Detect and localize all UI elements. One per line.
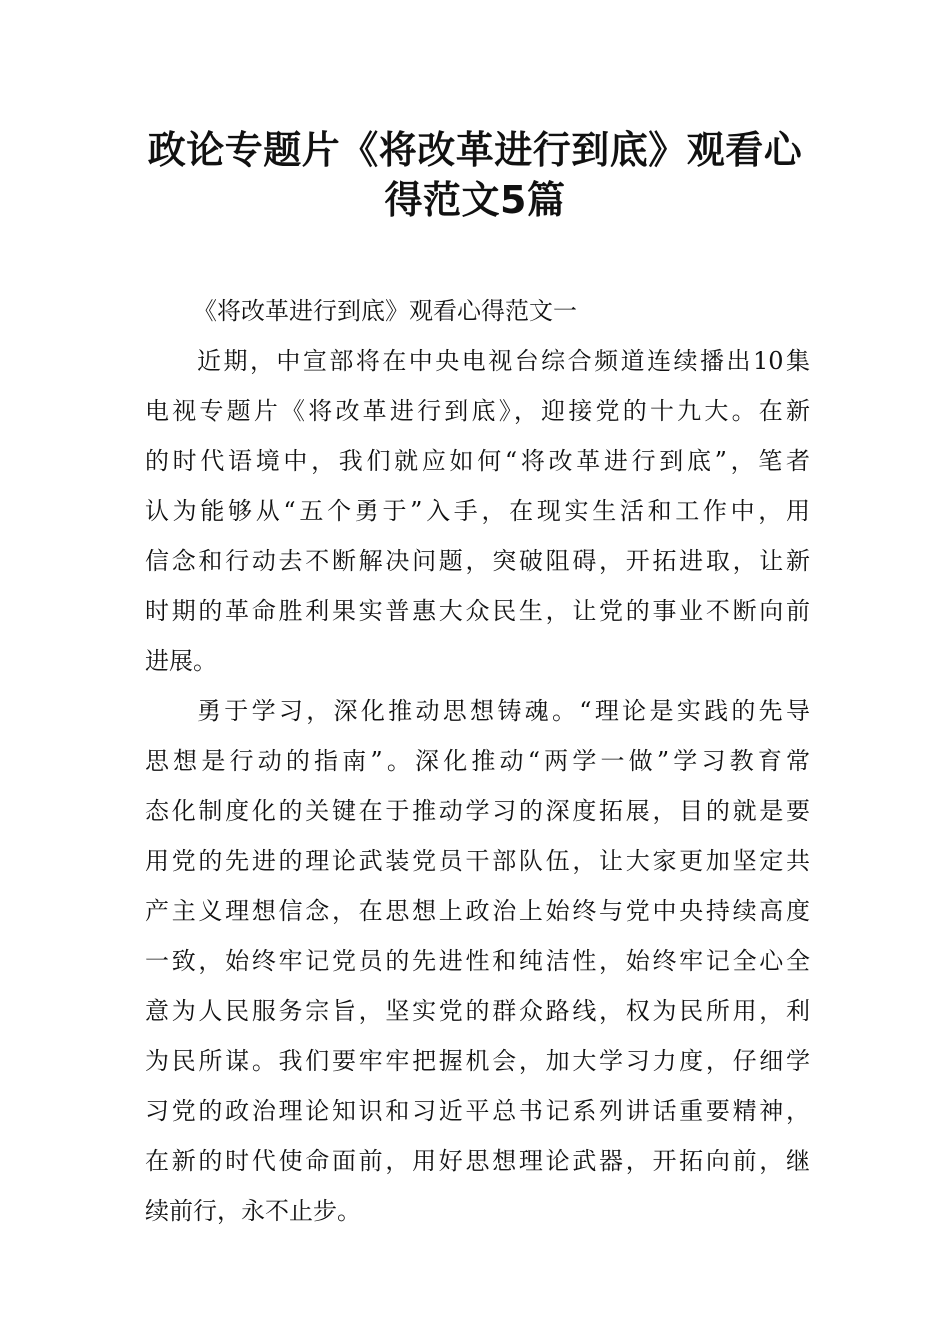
paragraph-line: 的时代语境中，我们就应如何“将改革进行到底”，笔者: [145, 447, 810, 475]
paragraph-line: 习党的政治理论知识和习近平总书记系列讲话重要精神，: [145, 1097, 810, 1125]
paragraph-line: 思想是行动的指南”。深化推动“两学一做”学习教育常: [145, 747, 810, 775]
title-line-1: 政论专题片《将改革进行到底》观看心: [147, 128, 803, 172]
section-heading: 《将改革进行到底》观看心得范文一: [193, 297, 577, 325]
paragraph-line: 一致，始终牢记党员的先进性和纯洁性，始终牢记全心全: [145, 947, 810, 975]
paragraph-2: [145, 686, 810, 1236]
paragraph-line: 态化制度化的关键在于推动学习的深度拓展，目的就是要: [145, 797, 810, 825]
paragraph-line: 电视专题片《将改革进行到底》，迎接党的十九大。在新: [145, 397, 810, 425]
paragraph-line: 时期的革命胜利果实普惠大众民生，让党的事业不断向前: [145, 597, 810, 625]
paragraph-line: 用党的先进的理论武装党员干部队伍，让大家更加坚定共: [145, 847, 810, 875]
document-title: [140, 125, 810, 225]
paragraph-line: 意为人民服务宗旨，坚实党的群众路线，权为民所用，利: [145, 997, 810, 1025]
paragraph-line: 勇于学习，深化推动思想铸魂。“理论是实践的先导: [197, 697, 810, 725]
paragraph-line: 认为能够从“五个勇于”入手，在现实生活和工作中，用: [145, 497, 810, 525]
paragraph-line: 进展。: [145, 647, 217, 675]
paragraph-line: 在新的时代使命面前，用好思想理论武器，开拓向前，继: [145, 1147, 810, 1175]
document-body: [145, 286, 810, 1236]
title-line-2: 得范文5篇: [384, 178, 566, 222]
paragraph-line: 信念和行动去不断解决问题，突破阻碍，开拓进取，让新: [145, 547, 810, 575]
paragraph-1: [145, 336, 810, 686]
paragraph-line: 产主义理想信念，在思想上政治上始终与党中央持续高度: [145, 897, 810, 925]
paragraph-line: 续前行，永不止步。: [145, 1197, 361, 1225]
paragraph-line: 近期，中宣部将在中央电视台综合频道连续播出10集: [197, 347, 810, 375]
paragraph-line: 为民所谋。我们要牢牢把握机会，加大学习力度，仔细学: [145, 1047, 810, 1075]
